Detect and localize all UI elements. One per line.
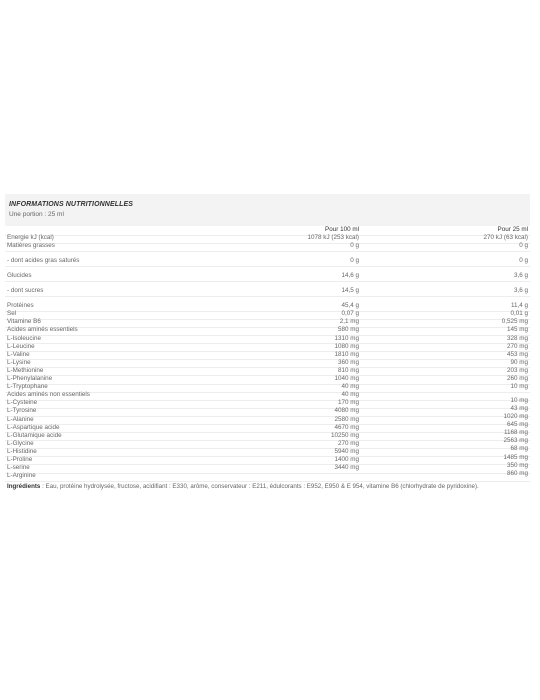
nutrition-panel [5, 194, 530, 490]
nutrition-rows [5, 236, 530, 482]
nutrient-label: Acides aminés essentiels [7, 326, 78, 334]
col-header-per-25ml: Pour 25 ml [497, 226, 528, 234]
nutrient-label: Sel [7, 310, 17, 318]
nutrient-label: L-Phenylalanine [7, 375, 53, 383]
nutrition-row [5, 393, 530, 401]
value-per-25ml: 10 mg [510, 383, 528, 391]
nutrition-row [5, 360, 530, 368]
value-per-25ml: 1168 mg [503, 429, 528, 437]
value-per-100ml: 5940 mg [334, 447, 359, 455]
nutrition-row [5, 413, 530, 425]
value-per-100ml: 1810 mg [334, 350, 359, 358]
value-per-25ml: 3,6 g [513, 287, 528, 295]
value-per-25ml: 350 mg [506, 461, 528, 469]
value-per-100ml: 40 mg [341, 383, 359, 391]
nutrient-label: Glucides [7, 272, 32, 280]
nutrition-row [5, 461, 530, 473]
value-per-25ml: 0,01 g [510, 310, 528, 318]
value-per-25ml: 203 mg [506, 366, 528, 374]
value-per-100ml: 1080 mg [334, 342, 359, 350]
value-per-100ml: 10250 mg [330, 431, 359, 439]
value-per-25ml: 3,6 g [513, 272, 528, 280]
nutrition-row [5, 469, 530, 482]
nutrition-row [5, 320, 530, 328]
nutrition-row [5, 376, 530, 384]
nutrient-label: L-Cysteine [7, 399, 38, 407]
nutrition-row [5, 312, 530, 320]
value-per-100ml: 14,6 g [341, 272, 359, 280]
nutrient-label: L-Histidine [7, 447, 37, 455]
nutrition-row [5, 252, 530, 267]
value-per-25ml: 68 mg [510, 445, 528, 453]
nutrient-label: Matières grasses [7, 242, 55, 250]
value-per-25ml: 645 mg [506, 421, 528, 429]
ingredients [5, 484, 530, 490]
value-per-100ml: 170 mg [337, 399, 359, 407]
nutrient-label: L-Tryptophane [7, 383, 48, 391]
ingredients-text: : Eau, protéine hydrolysée, fructose, acidifiant : E330, arôme, conservateur : E211, édulcorants : E952, E950 & E 954, vitamine B6 (chlorhydrate de pyridoxine). [40, 482, 479, 490]
nutrition-row [5, 405, 530, 417]
nutrition-row [5, 328, 530, 336]
nutrient-label: L-Glycine [7, 439, 34, 447]
value-per-25ml: 270 kJ (63 kcal) [483, 234, 528, 242]
nutrient-label: L-Glutamique acide [7, 431, 62, 439]
value-per-100ml: 3440 mg [334, 464, 359, 472]
nutrient-label: L-Valine [7, 350, 30, 358]
value-per-25ml: 453 mg [506, 350, 528, 358]
nutrition-row [5, 429, 530, 441]
nutrition-row [5, 368, 530, 376]
nutrient-label: - dont sucres [7, 287, 44, 295]
column-header-row [5, 226, 530, 236]
value-per-100ml: 14,5 g [341, 287, 359, 295]
nutrient-label: Vitamine B6 [7, 318, 41, 326]
value-per-100ml: 4080 mg [334, 407, 359, 415]
value-per-100ml: 0,07 g [341, 310, 359, 318]
value-per-25ml: 90 mg [510, 358, 528, 366]
value-per-25ml: 260 mg [506, 375, 528, 383]
value-per-100ml: 1310 mg [334, 334, 359, 342]
nutrition-row [5, 236, 530, 244]
value-per-25ml: 0,525 mg [501, 318, 528, 326]
nutrient-label: Energie kJ (kcal) [7, 234, 54, 242]
value-per-100ml: 40 mg [341, 391, 359, 399]
nutrition-row [5, 336, 530, 344]
value-per-25ml: 860 mg [506, 469, 528, 477]
nutrition-title: INFORMATIONS NUTRITIONNELLES [9, 201, 133, 208]
value-per-100ml: 45,4 g [341, 302, 359, 310]
value-per-100ml: 1040 mg [334, 375, 359, 383]
value-per-100ml: 1078 kJ (253 kcal) [307, 234, 359, 242]
value-per-25ml: 0 g [519, 257, 528, 265]
value-per-100ml: 2,1 mg [339, 318, 359, 326]
nutrition-row [5, 396, 530, 409]
value-per-100ml: 360 mg [337, 358, 359, 366]
value-per-25ml: 328 mg [506, 334, 528, 342]
nutrition-row [5, 437, 530, 449]
nutrient-label: L-Aspartique acide [7, 423, 60, 431]
nutrient-label: L-serine [7, 464, 30, 472]
value-per-25ml: 2563 mg [503, 437, 528, 445]
ingredients-label: Ingrédients [7, 482, 41, 490]
nutrient-label: L-Leucine [7, 342, 35, 350]
nutrient-label: L-Arginine [7, 472, 36, 480]
nutrition-row [5, 344, 530, 352]
nutrition-row [5, 297, 530, 312]
value-per-25ml: 270 mg [506, 342, 528, 350]
nutrition-row [5, 282, 530, 297]
value-per-25ml: 1485 mg [503, 453, 528, 461]
nutrition-row [5, 267, 530, 282]
nutrient-label: L-Alanine [7, 415, 34, 423]
nutrient-label: Protéines [7, 302, 34, 310]
nutrient-label: Acides aminés non essentiels [7, 391, 90, 399]
value-per-100ml: 2580 mg [334, 415, 359, 423]
value-per-100ml: 0 g [350, 242, 359, 250]
value-per-25ml: 145 mg [506, 326, 528, 334]
nutrition-header [5, 194, 530, 226]
value-per-100ml: 4670 mg [334, 423, 359, 431]
value-per-25ml: 1020 mg [503, 413, 528, 421]
nutrition-row [5, 453, 530, 465]
value-per-100ml: 810 mg [337, 366, 359, 374]
value-per-100ml: 270 mg [337, 439, 359, 447]
value-per-100ml: 1400 mg [334, 455, 359, 463]
portion-size: Une portion : 25 ml [9, 211, 64, 218]
nutrition-row [5, 352, 530, 360]
value-per-25ml: 11,4 g [510, 302, 528, 310]
value-per-100ml: 0 g [350, 257, 359, 265]
value-per-100ml: 580 mg [337, 326, 359, 334]
value-per-25ml: 43 mg [510, 405, 528, 413]
nutrient-label: L-Isoleucine [7, 334, 41, 342]
nutrition-row [5, 244, 530, 252]
col-header-per-100ml: Pour 100 ml [325, 226, 359, 234]
value-per-25ml: 10 mg [510, 396, 528, 404]
nutrition-row [5, 445, 530, 457]
value-per-25ml: 0 g [519, 242, 528, 250]
nutrient-label: L-Lysine [7, 358, 31, 366]
nutrient-label: - dont acides gras saturés [7, 257, 80, 265]
nutrient-label: L-Tyrosine [7, 407, 37, 415]
nutrient-label: L-Proline [7, 455, 33, 463]
nutrition-row [5, 421, 530, 433]
nutrient-label: L-Methionine [7, 366, 44, 374]
